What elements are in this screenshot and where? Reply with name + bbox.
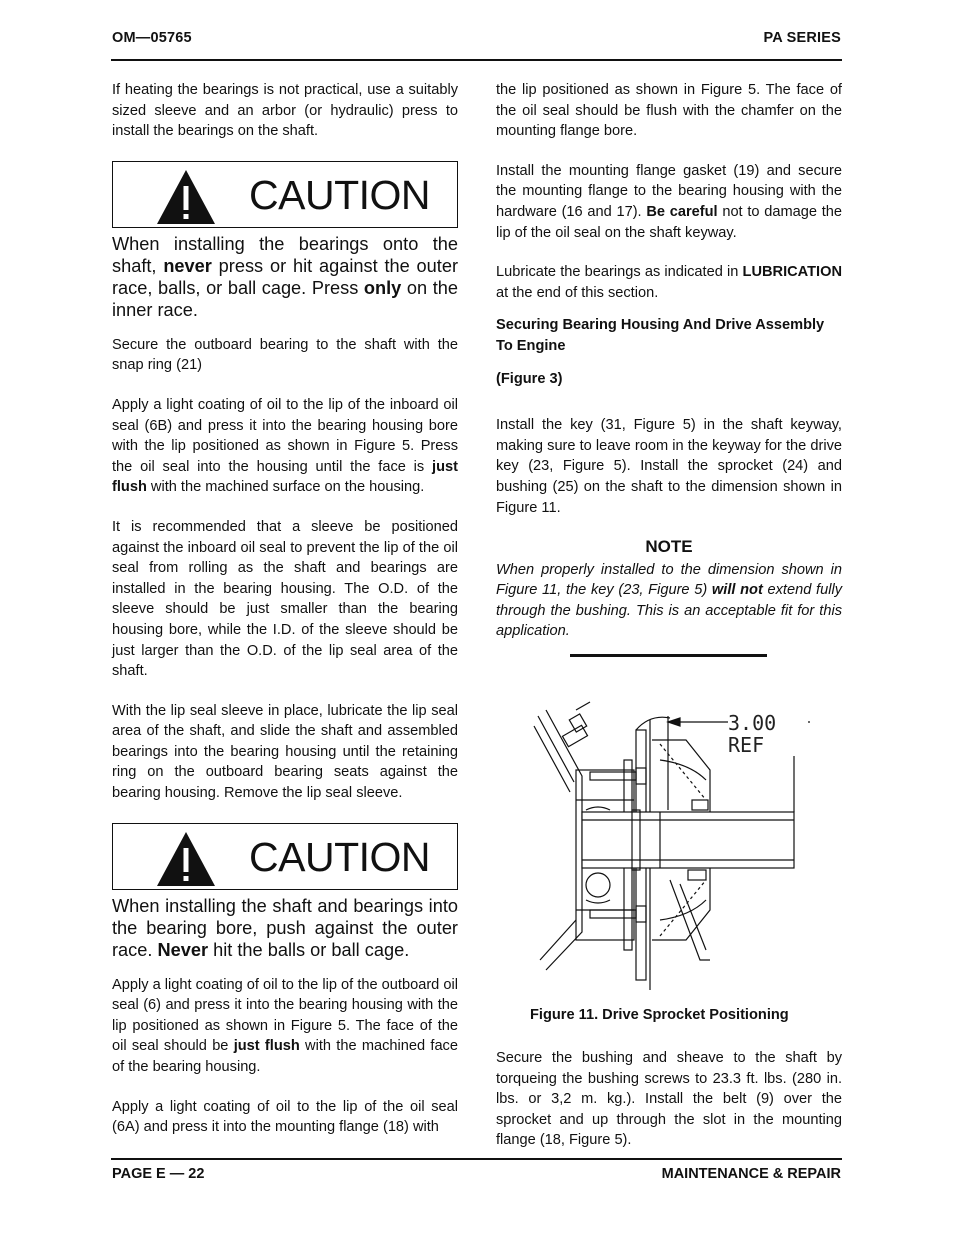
figure-caption: Figure 11. Drive Sprocket Positioning <box>530 1007 789 1023</box>
section-title: MAINTENANCE & REPAIR <box>661 1166 841 1182</box>
paragraph: Install the key (31, Figure 5) in the shaft keyway, making sure to leave room in the keyway for the drive key (23, Figure 5). Install the sprocket (24) and bushing (25) on the shaft to the dimension shown in Figure 11. <box>496 417 842 516</box>
warning-triangle-icon <box>155 168 217 226</box>
paragraph: Secure the outboard bearing to the shaft with the snap ring (21) <box>112 336 458 374</box>
paragraph: Install the mounting flange gasket (19) and secure the mounting flange to the bearing housing with the hardware (16 and 17). Be careful not to damage the lip of the oil seal on the shaft keyway. <box>496 162 842 241</box>
paragraph: Lubricate the bearings as indicated in LUBRICATION at the end of this section. <box>496 264 842 301</box>
left-column <box>112 80 458 1157</box>
paragraph: Apply a light coating of oil to the lip of the inboard oil seal (6B) and press it into the bearing housing bore with the lip positioned as shown in Figure 5. Press the oil seal into the housing until the face is just flush with the machined surface on the housing. <box>112 396 458 496</box>
dimension-label <box>728 712 808 756</box>
paragraph: the lip positioned as shown in Figure 5. The face of the oil seal should be flush with the chamfer on the mounting flange bore. <box>496 82 842 140</box>
dimension-ref: REF <box>728 733 765 757</box>
paragraph: Secure the bushing and sheave to the shaft by torqueing the bushing screws to 23.3 ft. lbs. (280 in. lbs. or 3,2 m. kg.). Install the belt (9) over the sprocket and up through the slot in the mounting flange (18, Figure 5). <box>496 1050 842 1149</box>
warning-triangle-icon <box>155 830 217 888</box>
header-rule <box>111 59 842 61</box>
paragraph: Apply a light coating of oil to the lip of the outboard oil seal (6) and press it into the bearing housing with the lip positioned as shown in Figure 5. The face of the oil seal should be just flush with the machined face of the bearing housing. <box>112 976 458 1076</box>
footer-rule <box>111 1158 842 1160</box>
series-title: PA SERIES <box>763 30 841 46</box>
section-heading: Securing Bearing Housing And Drive Assembly To Engine <box>496 317 825 354</box>
dimension-value: 3.00 <box>728 711 777 735</box>
caution-label: CAUTION <box>249 833 430 880</box>
note-title: NOTE <box>645 537 693 557</box>
caution-text: When installing the shaft and bearings into the bearing bore, push against the outer race. Never hit the balls or ball cage. <box>112 895 458 960</box>
right-column-bottom <box>496 1048 842 1170</box>
note-rule <box>570 654 767 657</box>
caution-box <box>112 161 458 228</box>
note-text: When properly installed to the dimension shown in Figure 11, the key (23, Figure 5) will not extend fully through the bushing. This is an acceptable fit for this application. <box>496 561 842 640</box>
paragraph: With the lip seal sleeve in place, lubricate the lip seal area of the shaft, and slide the shaft and assembled bearings into the bearing housing until the retaining ring on the outboard bearing seats against the bearing housing. Remove the lip seal sleeve. <box>112 702 458 802</box>
caution-label: CAUTION <box>249 171 430 218</box>
paragraph: If heating the bearings is not practical, use a suitably sized sleeve and an arbor (or hydraulic) press to install the bearings on the shaft. <box>112 82 458 140</box>
paragraph: It is recommended that a sleeve be positioned against the inboard oil seal to prevent the lip of the oil seal from rolling as the shaft and bearings are installed in the bearing housing. The O.D. of the sleeve should be just smaller than the bearing housing bore, while the I.D. of the sleeve should be just larger than the O.D. of the lip seal area of the shaft. <box>112 518 458 680</box>
caution-text: When installing the bearings onto the shaft, never press or hit against the outer race, balls, or ball cage. Press only on the inner race. <box>112 233 458 320</box>
caution-box <box>112 823 458 890</box>
grease-fitting-icon <box>562 702 590 747</box>
doc-number: OM—05765 <box>112 30 192 46</box>
paragraph: Apply a light coating of oil to the lip of the oil seal (6A) and press it into the mounting flange (18) with <box>112 1098 458 1136</box>
right-column <box>496 80 842 657</box>
figure-reference: (Figure 3) <box>496 370 563 387</box>
page-number: PAGE E — 22 <box>112 1166 205 1182</box>
